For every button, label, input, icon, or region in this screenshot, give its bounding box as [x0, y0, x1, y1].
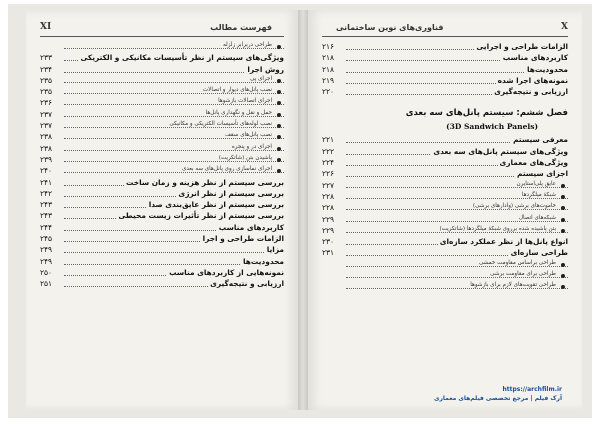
toc-entry [322, 260, 568, 271]
toc-entry-title: بررسی سیستم از نظر انرژی [178, 188, 284, 198]
toc-page-number: ۲۳۹ [40, 154, 53, 164]
dot-leader [346, 288, 568, 289]
left-page-number: XI [40, 22, 52, 32]
toc-page-number: ۲۵۰ [40, 267, 53, 277]
dot-leader [346, 277, 568, 278]
toc-entry-title: اجرای اتصالات بازشوها [218, 98, 272, 105]
dot-leader [346, 209, 568, 210]
toc-entry [322, 215, 568, 226]
dot-leader [64, 127, 284, 128]
toc-page-number: ۲۱۸ [322, 53, 335, 63]
toc-entry [40, 65, 284, 76]
book-gutter [298, 10, 308, 410]
toc-entry-title: (3D Sandwich Panels) [446, 122, 538, 132]
toc-page-number: ۲۳۵ [40, 75, 53, 85]
toc-page-number: ۲۳۸ [40, 143, 53, 153]
toc-entry [322, 122, 568, 135]
toc-entry-title: معرفی سیستم [513, 135, 568, 145]
left-page [26, 10, 298, 410]
toc-page-number: ۲۳۰ [322, 237, 335, 247]
dot-leader [346, 266, 568, 267]
toc-entry [322, 98, 568, 108]
toc-page-number: ۲۴۱ [40, 177, 53, 187]
left-toc-list [40, 42, 284, 291]
toc-page-number: ۲۴۰ [40, 166, 53, 176]
toc-page-number: ۲۲۷ [322, 180, 335, 190]
toc-entry [322, 226, 568, 237]
dot-leader [64, 82, 284, 83]
toc-page-number: ۲۳۴ [40, 64, 53, 74]
dot-leader [64, 104, 284, 105]
toc-page-number: ۲۳۸ [40, 132, 53, 142]
dot-leader [64, 138, 284, 139]
toc-page-number: ۲۴۹ [40, 256, 53, 266]
toc-entry-title: طراحی تقویت‌های لازم برای بازشوها [470, 282, 556, 289]
toc-entry [322, 237, 568, 248]
toc-entry-title: روش اجرا [247, 64, 284, 74]
toc-entry-title: ارزیابی و نتیجه‌گیری [494, 87, 568, 97]
toc-entry-title: ویژگی‌های سیستم پانل‌های سه بعدی [433, 146, 568, 156]
toc-page-number: ۲۱۹ [322, 75, 335, 85]
toc-page-number: ۲۴۳ [40, 200, 53, 210]
toc-entry [40, 132, 284, 143]
toc-entry [322, 87, 568, 98]
toc-entry [40, 189, 284, 200]
book-spread [8, 4, 592, 418]
toc-entry [40, 245, 284, 256]
watermark-site-name: آرک فیلم | مرجع تخصصی فیلم‌های معماری [433, 395, 562, 402]
toc-entry [322, 158, 568, 169]
toc-entry-title: بررسی سیستم از نظر عایق‌بندی صدا [148, 200, 284, 210]
toc-entry [40, 268, 284, 279]
toc-entry [322, 181, 568, 192]
toc-page-number: ۲۱۶ [322, 42, 335, 51]
toc-entry-title: اجرای در و پنجره [231, 143, 272, 150]
toc-page-number: ۲۳۷ [40, 109, 53, 119]
toc-entry-title: الزامات طراحی و اجرا [202, 234, 284, 244]
toc-entry-title: اجزای سیستم [517, 169, 568, 179]
toc-entry-title: نصب پانل‌های دیوار و اتصالات [202, 87, 272, 94]
toc-page-number: ۲۳۶ [40, 98, 53, 108]
dot-leader [64, 150, 284, 151]
toc-page-number: ۲۲۱ [322, 135, 335, 145]
toc-entry-title: کاربردهای مناسب [218, 222, 284, 232]
toc-page-number: ۲۵۱ [40, 279, 53, 289]
toc-page-number: ۲۲۲ [322, 146, 335, 156]
dot-leader [64, 172, 284, 173]
toc-entry [40, 155, 284, 166]
bullet-icon [561, 195, 565, 199]
toc-entry-title: بتن پاشیده شده برروی شبکهٔ میلگردها (شاتکریت) [439, 225, 556, 232]
dot-leader [64, 161, 284, 162]
toc-page-number: ۲۲۰ [322, 87, 335, 97]
bullet-icon [277, 158, 281, 162]
toc-entry [322, 147, 568, 158]
toc-page-number: ۲۲۶ [322, 169, 335, 179]
toc-entry [40, 110, 284, 121]
toc-entry [40, 87, 284, 98]
toc-entry [40, 279, 284, 290]
right-page [308, 10, 582, 410]
bullet-icon [561, 229, 565, 233]
toc-entry-title: شبکه‌های اتصال [518, 214, 556, 221]
toc-entry-title: ویژگی‌های سیستم از نظر تأسیسات مکانیکی و الکتریکی [80, 53, 284, 63]
toc-entry [40, 166, 284, 177]
toc-entry-title: شبکهٔ میلگردها [521, 191, 556, 198]
toc-entry-title: خاموت‌های برشی (وادارهای برشی) [472, 203, 556, 210]
toc-entry [322, 65, 568, 76]
toc-page-number: ۲۲۹ [322, 214, 335, 224]
toc-entry [40, 98, 284, 109]
bullet-icon [277, 45, 281, 49]
toc-entry [322, 42, 568, 53]
dot-leader [346, 221, 568, 222]
toc-entry [322, 108, 568, 122]
toc-entry-title: اجرای نماسازی روی پانل‌های سه بعدی [181, 166, 272, 173]
toc-entry [40, 178, 284, 189]
dot-leader [346, 232, 568, 233]
toc-entry [40, 257, 284, 268]
toc-page-number: ۲۴۳ [40, 211, 53, 221]
toc-entry [40, 121, 284, 132]
right-page-header-title: فناوری‌های نوین ساختمانی [336, 23, 444, 32]
toc-page-number: ۲۳۳ [40, 53, 53, 63]
toc-entry-title: نمونه‌هایی از کاربردهای مناسب [169, 267, 284, 277]
toc-entry [322, 203, 568, 214]
toc-entry [40, 76, 284, 87]
bullet-icon [277, 147, 281, 151]
toc-page-number: ۲۲۸ [322, 191, 335, 201]
toc-entry-title: طراحی دربرابر زلزله [223, 42, 272, 48]
toc-entry [40, 42, 284, 53]
left-page-header [40, 22, 284, 37]
toc-entry [322, 135, 568, 146]
toc-page-number: ۲۴۵ [40, 234, 53, 244]
toc-page-number: ۲۳۵ [40, 87, 53, 97]
toc-entry-title: نمونه‌های اجرا شده [497, 75, 568, 85]
toc-page-number: ۲۳۱ [322, 248, 335, 258]
right-page-number: X [561, 22, 568, 32]
toc-entry [322, 282, 568, 293]
toc-entry-title: پاشیدن بتن (شاتکریت) [218, 154, 272, 161]
dot-leader [64, 48, 284, 49]
toc-entry-title: بررسی سیستم از نظر تأثیرات زیست محیطی [118, 211, 284, 221]
toc-page-number: ۲۲۹ [322, 225, 335, 235]
toc-entry-title: حمل و نقل و نگهداری پانل‌ها [205, 109, 272, 116]
toc-entry-title: نصب پانل‌های سقف [225, 132, 272, 139]
toc-entry [40, 53, 284, 64]
right-page-header [322, 22, 568, 37]
dot-leader [346, 187, 568, 188]
toc-page-number: ۲۴۲ [40, 188, 53, 198]
toc-page-number: ۲۴۹ [40, 245, 53, 255]
bullet-icon [277, 113, 281, 117]
toc-entry [40, 223, 284, 234]
toc-entry-title: انواع پانل‌ها از نظر عملکرد سازه‌ای [439, 237, 568, 247]
toc-entry-title: بررسی سیستم از نظر هزینه و زمان ساخت [125, 177, 284, 187]
watermark-url[interactable]: https://archfilm.ir [502, 386, 562, 393]
toc-page-number: ۲۴۴ [40, 222, 53, 232]
toc-entry [322, 169, 568, 180]
toc-entry [40, 144, 284, 155]
toc-page-number: ۲۳۷ [40, 121, 53, 131]
toc-entry-title: اجرای پی [249, 75, 272, 82]
toc-entry [40, 200, 284, 211]
toc-entry-title: طراحی سازه‌ای [510, 248, 568, 258]
toc-entry [40, 234, 284, 245]
toc-entry [322, 76, 568, 87]
toc-entry [40, 211, 284, 222]
toc-page-number: ۲۱۸ [322, 64, 335, 74]
left-page-header-title: فهرست مطالب [210, 23, 272, 32]
toc-entry-title: ویژگی‌های معماری [499, 158, 568, 168]
bullet-icon [561, 263, 565, 267]
toc-entry [322, 271, 568, 282]
dot-leader [64, 93, 284, 94]
toc-entry-title: محدودیت‌ها [242, 256, 284, 266]
toc-entry [322, 53, 568, 64]
toc-entry-title: عایق پلی‌استایرن [516, 180, 556, 187]
dot-leader [64, 252, 284, 253]
dot-leader [346, 198, 568, 199]
toc-entry [322, 248, 568, 259]
right-toc-list [322, 42, 568, 294]
toc-entry-title: طراحی برای مقاومت برشی [490, 271, 556, 278]
toc-entry-title: طراحی براساس مقاومت خمشی [478, 259, 556, 266]
watermark [434, 386, 562, 402]
toc-entry-title: مزایا [266, 245, 284, 255]
toc-entry-title: ارزیابی و نتیجه‌گیری [210, 279, 284, 289]
toc-page-number: ۲۲۸ [322, 203, 335, 213]
dot-leader [64, 116, 284, 117]
toc-page-number: ۲۲۴ [322, 158, 335, 168]
bullet-icon [277, 79, 281, 83]
bullet-icon [561, 218, 565, 222]
toc-entry-title: محدودیت‌ها [526, 64, 568, 74]
bullet-icon [561, 184, 565, 188]
toc-entry-title: فصل ششم: سیستم پانل‌های سه بعدی [405, 108, 568, 119]
toc-entry-title: الزامات طراحی و اجرایی [476, 42, 568, 51]
toc-entry [322, 192, 568, 203]
toc-entry-title: کاربردهای مناسب [502, 53, 568, 63]
toc-entry-title: نصب لوله‌های تأسیسات الکتریکی و مکانیکی [169, 121, 272, 128]
